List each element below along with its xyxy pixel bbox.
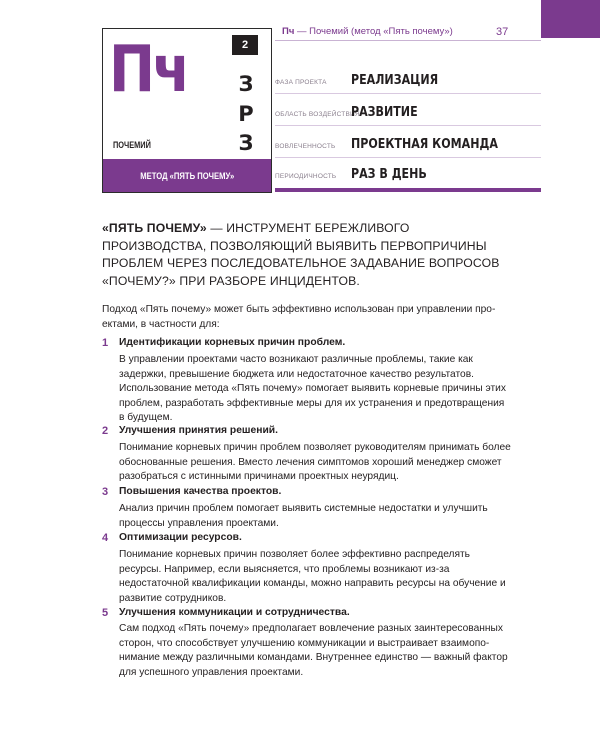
property-divider bbox=[275, 93, 541, 94]
list-item-title: Улучшения коммуникации и сотрудничества. bbox=[119, 607, 350, 618]
method-band bbox=[103, 159, 271, 192]
list-item-number: 2 bbox=[102, 425, 109, 437]
code-letter-1: З bbox=[238, 72, 254, 96]
list-item-number: 4 bbox=[102, 532, 109, 544]
property-value: ПРОЕКТНАЯ КОМАНДА bbox=[351, 136, 498, 152]
element-name: ПОЧЕМИЙ bbox=[113, 140, 151, 150]
atomic-number: 2 bbox=[232, 35, 258, 55]
property-row-area bbox=[275, 96, 541, 126]
property-label: ОБЛАСТЬ ВОЗДЕЙСТВИЯ bbox=[275, 111, 360, 118]
property-row-involvement bbox=[275, 128, 541, 158]
element-symbol: Пч bbox=[109, 33, 188, 107]
property-row-frequency bbox=[275, 158, 541, 188]
running-head-title: — Почемий (метод «Пять почему») bbox=[294, 26, 453, 37]
property-divider bbox=[275, 125, 541, 126]
intro-paragraph: Подход «Пять почему» может быть эффективно использован при управлении проектами, в частности для: bbox=[102, 304, 496, 330]
list-item-number: 1 bbox=[102, 337, 109, 349]
running-head bbox=[282, 24, 512, 40]
property-label: ФАЗА ПРОЕКТА bbox=[275, 79, 327, 86]
property-divider bbox=[275, 188, 541, 192]
list-item-title: Идентификации корневых причин проблем. bbox=[119, 337, 346, 348]
property-label: ПЕРИОДИЧНОСТЬ bbox=[275, 173, 337, 180]
list-item-title: Улучшения принятия решений. bbox=[119, 425, 278, 436]
list-item-text: Понимание корневых причин проблем позволяет руководителям принимать более обоснованные решения. Вместо лечения симптомов хороший менеджер сможет разобраться с истинными причинами проектных неурядиц. bbox=[119, 442, 511, 482]
page-number: 37 bbox=[496, 26, 509, 38]
running-head-abbr: Пч bbox=[282, 26, 295, 37]
method-label: МЕТОД «ПЯТЬ ПОЧЕМУ» bbox=[140, 171, 234, 181]
property-value: РАЗ В ДЕНЬ bbox=[351, 166, 427, 182]
lead-term: «ПЯТЬ ПОЧЕМУ» bbox=[102, 221, 207, 235]
list-item-text: Сам подход «Пять почему» предполагает вовлечение разных заинтересованных сторон, что способствует улучшению коммуникации и выстраивает взаимопонимание между различными командами. Внутреннее единство — важный фактор для успешного управления проектами. bbox=[119, 623, 508, 678]
list-item-number: 5 bbox=[102, 607, 109, 619]
lead-text: — ИНСТРУМЕНТ БЕРЕЖЛИВОГО ПРОИЗВОДСТВА, ПОЗВОЛЯЮЩИЙ ВЫЯВИТЬ ПЕРВОПРИЧИНЫ ПРОБЛЕМ ЧЕРЕЗ ПОСЛЕДОВАТЕЛЬНОЕ ЗАДАВАНИЕ ВОПРОСОВ «ПОЧЕМУ?» ПРИ РАЗБОРЕ ИНЦИДЕНТОВ. bbox=[102, 221, 500, 288]
code-letter-2: Р bbox=[238, 102, 254, 126]
list-item-number: 3 bbox=[102, 486, 109, 498]
property-value: РАЗВИТИЕ bbox=[351, 104, 418, 120]
code-letter-3: З bbox=[238, 131, 254, 155]
chapter-tab bbox=[541, 0, 600, 38]
header-divider bbox=[275, 40, 541, 41]
lead-paragraph bbox=[102, 220, 502, 290]
property-value: РЕАЛИЗАЦИЯ bbox=[351, 72, 439, 88]
list-item-text: В управлении проектами часто возникают различные проблемы, такие как задержки, превышение бюджета или недостаточное качество результатов. Использование метода «Пять почему» помогает выявить корневые причины этих проблем, разработать эффективные меры для их устранения и предотвращения в будущем. bbox=[119, 354, 506, 423]
property-label: ВОВЛЕЧЕННОСТЬ bbox=[275, 143, 336, 150]
list-item-text: Анализ причин проблем помогает выявить системные недостатки и улучшить процессы управления проектами. bbox=[119, 503, 488, 529]
list-item-text: Понимание корневых причин позволяет более эффективно распределять ресурсы. Например, если выясняется, что проблемы возникают из-за недостаточной квалификации команды, можно направить ресурсы на обучение и развитие сотрудников. bbox=[119, 549, 506, 604]
property-row-phase bbox=[275, 64, 541, 94]
list-item-title: Повышения качества проектов. bbox=[119, 486, 282, 497]
list-item-title: Оптимизации ресурсов. bbox=[119, 532, 242, 543]
element-card bbox=[102, 28, 272, 193]
